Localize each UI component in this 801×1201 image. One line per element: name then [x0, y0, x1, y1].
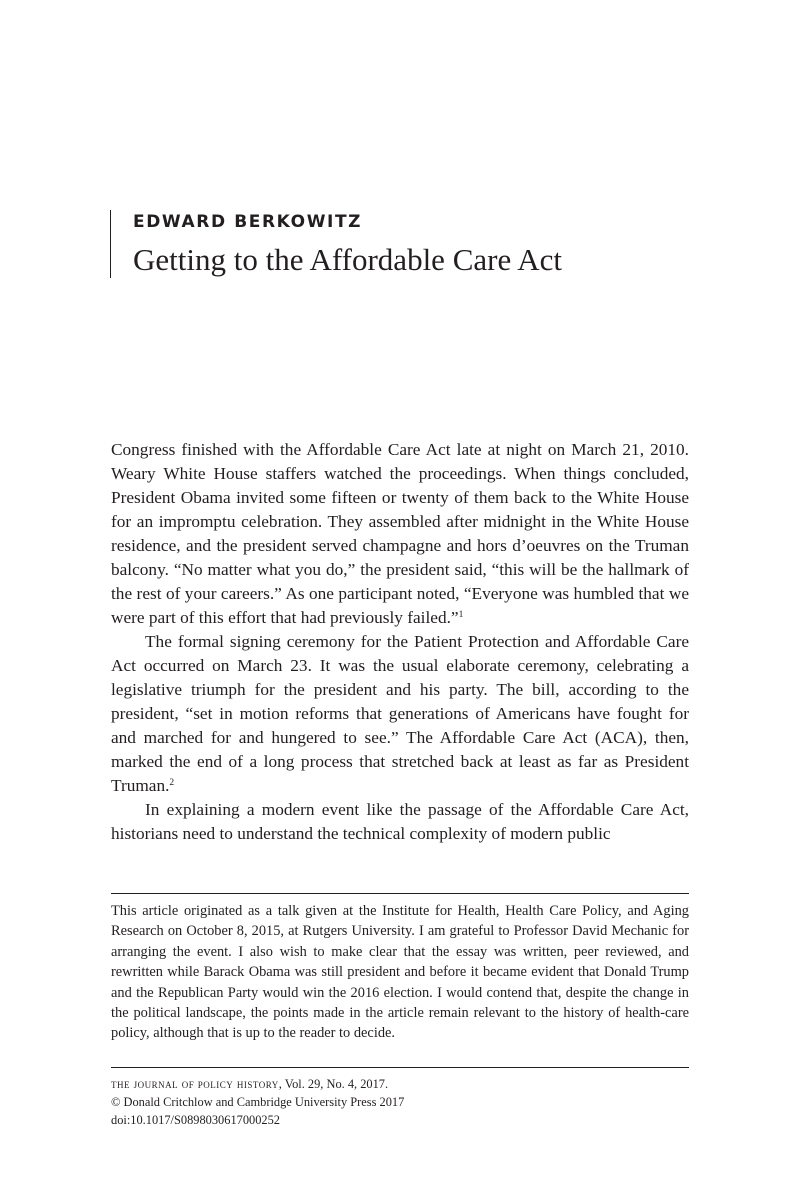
citation-divider — [111, 1067, 689, 1068]
footnote-text: This article originated as a talk given at the Institute for Health, Health Care Policy, and Aging Research on October 8, 2015, at Rutgers University. I am grateful to Professor David Mechanic for arranging the event. I also wish to make clear that the essay was written, peer reviewed, and rewritten while Barack Obama was still president and before it became evident that Donald Trump and the Republican Party would win the 2016 election. I would contend that, despite the change in the political landscape, the points made in the article remain relevant to the history of health-care policy, although that is up to the reader to decide. — [111, 903, 689, 1042]
footnote-divider — [111, 893, 689, 894]
paragraph-text: Congress finished with the Affordable Care Act late at night on March 21, 2010. Weary White House staffers watched the proceedings. When things concluded, President Obama invited some fifteen or twenty of them back to the White House for an impromptu celebration. They assembled after midnight in the White House residence, and the president served champagne and hors d’oeuvres on the Truman balcony. “No matter what you do,” the president said, “this will be the hallmark of the rest of your careers.” As one participant noted, “Everyone was humbled that we were part of this effort that had previously failed.” — [111, 440, 689, 627]
doi-line: doi:10.1017/S0898030617000252 — [111, 1113, 281, 1127]
footnote-ref-2: 2 — [169, 778, 175, 788]
footnote-ref-1: 1 — [458, 610, 464, 620]
body-paragraph-3 — [111, 798, 689, 846]
copyright-line: © Donald Critchlow and Cambridge University Press 2017 — [111, 1095, 405, 1109]
journal-line — [111, 1075, 689, 1093]
journal-name: the journal of policy history — [111, 1077, 279, 1091]
paragraph-text: The formal signing ceremony for the Patient Protection and Affordable Care Act occurred on March 23. It was the usual elaborate ceremony, celebrating a legislative triumph for the president and his party. The bill, according to the president, “set in motion reforms that generations of Americans have fought for and marched for and hungered to see.” The Affordable Care Act (ACA), then, marked the end of a long process that stretched back at least as far as President Truman. — [111, 632, 689, 795]
article-header — [110, 210, 562, 278]
body-paragraph-2 — [111, 630, 689, 798]
volume-issue: , Vol. 29, No. 4, 2017. — [278, 1077, 389, 1091]
citation-block — [111, 1075, 689, 1129]
article-body — [111, 438, 689, 846]
body-paragraph-1 — [111, 438, 689, 630]
author-name: EDWARD BERKOWITZ — [133, 212, 363, 232]
article-title: Getting to the Affordable Care Act — [133, 242, 563, 277]
paragraph-text: In explaining a modern event like the passage of the Affordable Care Act, historians need to understand the technical complexity of modern public — [111, 800, 689, 843]
